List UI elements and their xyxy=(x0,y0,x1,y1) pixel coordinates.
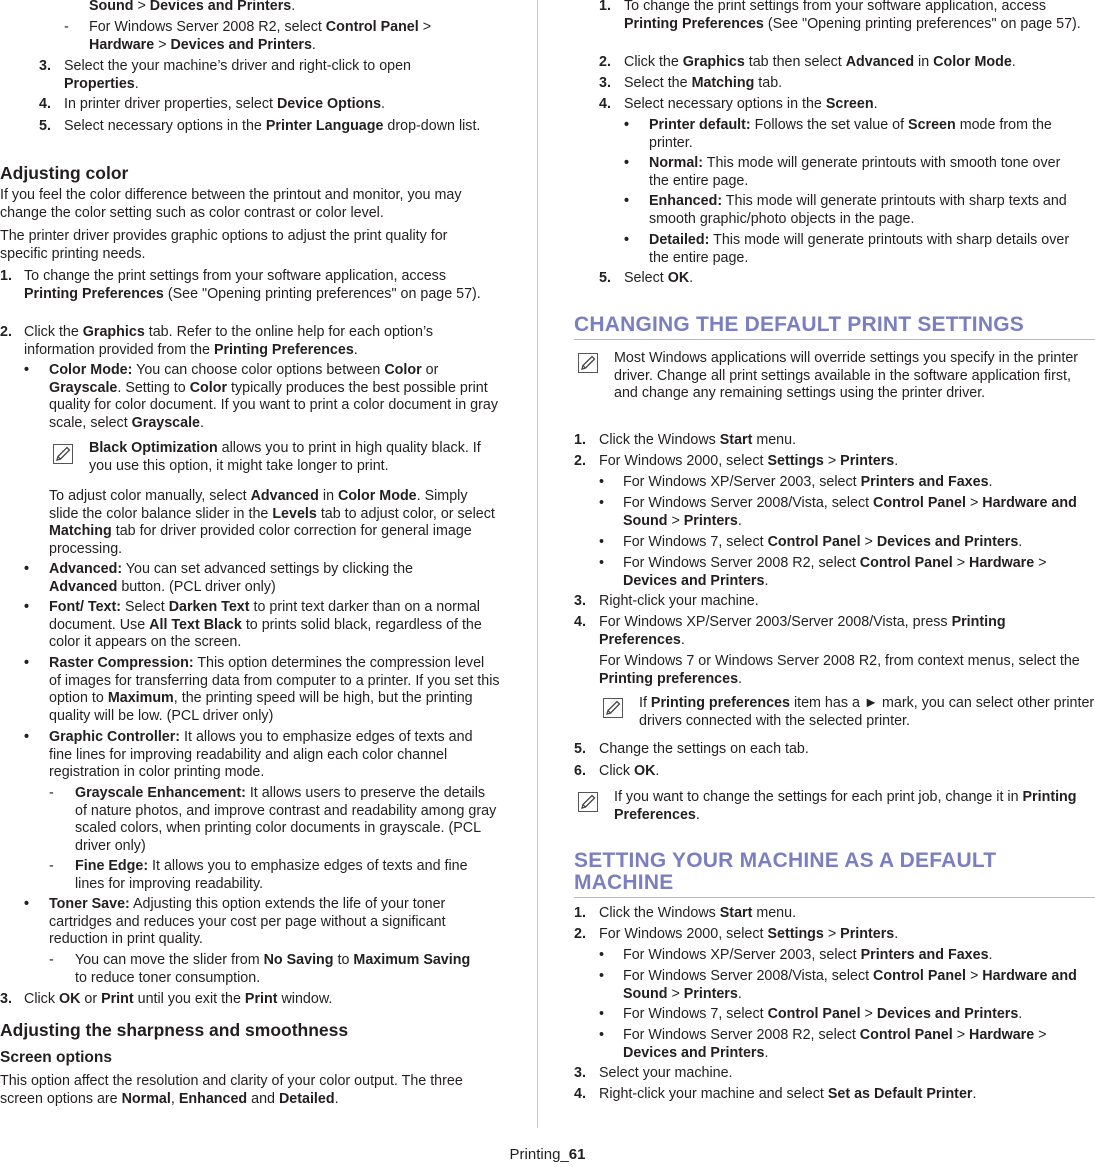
list-item: 1. Click the Windows Start menu. xyxy=(574,432,797,448)
list-item: 4. Right-click your machine and select Set as Default Printer. xyxy=(574,1086,977,1102)
list-item: 1. Click the Windows Start menu. xyxy=(574,905,797,921)
section-heading: Adjusting the sharpness and smoothness xyxy=(0,1020,349,1040)
list-item: 3. Select the Matching tab. xyxy=(599,75,783,91)
list-item: - Grayscale Enhancement: It allows users to preserve the details of nature photos, and improve contrast and readability among gray scaled colors, when printing color documents in grayscale. (PCL driver only) xyxy=(49,785,497,854)
page-footer xyxy=(0,1146,1095,1164)
list-item: • Detailed: This mode will generate printouts with sharp details over the entire page. xyxy=(624,232,1070,266)
list-item: 1. To change the print settings from your software application, access Printing Preferences (See "Opening printing preferences" on page 57). xyxy=(599,0,1081,32)
list-item: 3. Click OK or Print until you exit the Print window. xyxy=(0,991,333,1007)
page-number: 61 xyxy=(568,1146,586,1163)
list-item: • For Windows 7, select Control Panel > Devices and Printers. xyxy=(599,1006,1023,1022)
list-item: • Graphic Controller: It allows you to emphasize edges of texts and fine lines for improving readability and align each color channel registration in color printing mode. xyxy=(24,729,473,780)
list-item: 6. Click OK. xyxy=(574,763,660,779)
list-item: 5. Select necessary options in the Printer Language drop-down list. xyxy=(39,118,481,134)
footer-label: Printing_ xyxy=(509,1146,569,1163)
paragraph: If you feel the color difference between the printout and monitor, you may change the color setting such as color contrast or color level. xyxy=(0,187,462,221)
list-item: 2. For Windows 2000, select Settings > Printers. xyxy=(574,453,899,469)
list-item: • Toner Save: Adjusting this option extends the life of your toner cartridges and reduces your cost per page without a significant reduction in print quality. xyxy=(24,896,446,947)
paragraph: This option affect the resolution and clarity of your color output. The three screen options are Normal, Enhanced and Detailed. xyxy=(0,1073,463,1107)
list-item: 2. Click the Graphics tab then select Advanced in Color Mode. xyxy=(599,54,1016,70)
list-item: - Fine Edge: It allows you to emphasize edges of texts and fine lines for improving readability. xyxy=(49,858,468,892)
list-item: • For Windows Server 2008/Vista, select Control Panel > Hardware and Sound > Printers. xyxy=(599,495,1077,529)
list-item: 4. Select necessary options in the Screen. xyxy=(599,96,878,112)
list-item: - You can move the slider from No Saving to Maximum Saving to reduce toner consumption. xyxy=(49,952,471,986)
note-pencil-icon xyxy=(52,443,74,465)
subsection-heading: Screen options xyxy=(0,1049,112,1066)
list-item: 3. Select the your machine’s driver and right-click to open Properties. xyxy=(39,58,412,92)
top-item-continuation: Sound > Devices and Printers. xyxy=(89,0,296,14)
paragraph: To adjust color manually, select Advanced in Color Mode. Simply slide the color balance slider in the Levels tab to adjust color, or select Matching tab for driver provided color correction for general image processing. xyxy=(49,488,495,557)
list-item: 3. Select your machine. xyxy=(574,1065,733,1081)
list-item: 4. In printer driver properties, select Device Options. xyxy=(39,96,386,112)
list-item: • For Windows XP/Server 2003, select Printers and Faxes. xyxy=(599,474,993,490)
list-item: • Color Mode: You can choose color options between Color or Grayscale. Setting to Color typically produces the best possible print quality for color document. If you want to print a color document in gray scale, select Grayscale. xyxy=(24,362,498,431)
list-item: • Font/ Text: Select Darken Text to print text darker than on a normal document. Use All Text Black to prints solid black, regardless of the color it appears on the screen. xyxy=(24,599,482,650)
list-item: • Raster Compression: This option determines the compression level of images for transferring data from computer to a printer. If you set this option to Maximum, the printing speed will be high, but the printing quality will be low. (PCL driver only) xyxy=(24,655,500,724)
list-item: • For Windows Server 2008 R2, select Control Panel > Hardware > Devices and Printers. xyxy=(599,1027,1047,1061)
list-item: • Printer default: Follows the set value of Screen mode from the printer. xyxy=(624,117,1052,151)
heading-rule xyxy=(574,897,1095,898)
note-text: Most Windows applications will override settings you specify in the printer driver. Change all print settings available in the software application first, and change any remaining settings using the printer driver. xyxy=(614,350,1079,401)
note-pencil-icon xyxy=(602,697,624,719)
list-item: 5. Select OK. xyxy=(599,270,694,286)
column-divider xyxy=(537,0,538,1128)
note-text: If Printing preferences item has a ► mark, you can select other printer drivers connected with the selected printer. xyxy=(639,695,1095,729)
list-item: • Enhanced: This mode will generate printouts with sharp texts and smooth graphic/photo objects in the page. xyxy=(624,193,1067,227)
list-item: • Normal: This mode will generate printouts with smooth tone over the entire page. xyxy=(624,155,1061,189)
note-pencil-icon xyxy=(577,791,599,813)
list-item: 5. Change the settings on each tab. xyxy=(574,741,809,757)
list-item: • For Windows 7, select Control Panel > Devices and Printers. xyxy=(599,534,1023,550)
list-item: 2. For Windows 2000, select Settings > Printers. xyxy=(574,926,899,942)
list-item: • For Windows Server 2008 R2, select Control Panel > Hardware > Devices and Printers. xyxy=(599,555,1047,589)
paragraph: For Windows 7 or Windows Server 2008 R2, from context menus, select the Printing preferences. xyxy=(599,653,1080,687)
list-item: • For Windows Server 2008/Vista, select Control Panel > Hardware and Sound > Printers. xyxy=(599,968,1077,1002)
paragraph: The printer driver provides graphic options to adjust the print quality for specific printing needs. xyxy=(0,228,448,262)
note-text: Black Optimization allows you to print in high quality black. If you use this option, it might take longer to print. xyxy=(89,440,481,474)
list-item: 1. To change the print settings from your software application, access Printing Preferences (See "Opening printing preferences" on page 57). xyxy=(0,268,481,302)
list-item: 3. Right-click your machine. xyxy=(574,593,759,609)
section-heading: Adjusting color xyxy=(0,163,129,183)
section-heading: SETTING YOUR MACHINE AS A DEFAULT MACHINE xyxy=(574,849,997,894)
list-item: - For Windows Server 2008 R2, select Control Panel > Hardware > Devices and Printers. xyxy=(64,19,432,53)
list-item: • For Windows XP/Server 2003, select Printers and Faxes. xyxy=(599,947,993,963)
section-heading: CHANGING THE DEFAULT PRINT SETTINGS xyxy=(574,313,1024,336)
list-item: 2. Click the Graphics tab. Refer to the online help for each option’s information provided from the Printing Preferences. xyxy=(0,324,434,358)
note-pencil-icon xyxy=(577,352,599,374)
list-item: 4. For Windows XP/Server 2003/Server 2008/Vista, press Printing Preferences. xyxy=(574,614,1006,648)
list-item: • Advanced: You can set advanced settings by clicking the Advanced button. (PCL driver only) xyxy=(24,561,413,595)
heading-rule xyxy=(574,339,1095,340)
note-text: If you want to change the settings for each print job, change it in Printing Preferences. xyxy=(614,789,1077,823)
